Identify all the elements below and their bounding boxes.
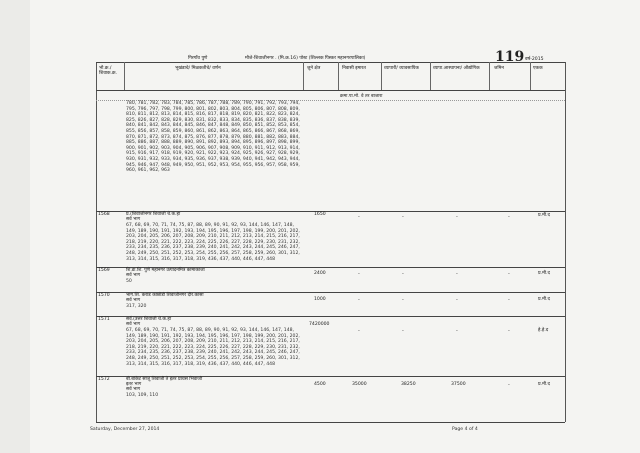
- row-value: -: [508, 214, 510, 220]
- row-value: -: [402, 328, 404, 334]
- row-code: 1568: [98, 212, 110, 217]
- table-bottom-border: [96, 422, 565, 423]
- row-numbers: 67, 68, 69, 70, 71, 74, 75, 87, 88, 89, 90, 91, 92, 93, 144, 146, 147, 148, 149, 189, 190, 191, 192, 193, 194, 195, 196, 197, 198, 199, 200, 201, 202, 203, 204, 205, 206, 207, 208, 209, 210, 211, 212, 213, 214, 215, 216, 217, 218, 219, 220, 221, 222, 223, 224, 225, 226, 227, 228, 229, 230, 231, 232, 233, 234, 235, 236, 237, 238, 239, 240, 241, 242, 243, 244, 245, 246, 247, 248, 249, 250, 251, 252, 253, 254, 255, 256, 257, 258, 259, 260, 301, 312, 313, 314, 315, 316, 317, 318, 319, 436, 437, 440, 446, 447, 448: [126, 223, 300, 262]
- col-divider: [530, 62, 531, 90]
- year-label: वर्ष-2015: [525, 57, 544, 62]
- row-unit: हे.हे.द: [538, 328, 549, 333]
- row-code: 1570: [98, 293, 110, 298]
- row-subtitle: सर्व भाग: [126, 273, 141, 278]
- col-divider: [124, 62, 125, 90]
- col-header-code: भौ.क्र./ शिवाक.क्र.: [99, 66, 118, 77]
- row-value: -: [456, 271, 458, 277]
- document-title: मौजे-शिवाजीनगर . (मि.क्र.16) पोस्ट (शिल्लक पिस्कर महानगरपालिका): [245, 56, 366, 61]
- row-value: -: [402, 214, 404, 220]
- footer-date: Saturday, December 27, 2014: [90, 427, 160, 432]
- table-top-border: [96, 62, 565, 63]
- col-divider: [338, 62, 339, 90]
- row-value: -: [508, 328, 510, 334]
- col-header-residential: निवासी इमारत: [342, 66, 366, 71]
- row-numbers: 67, 68, 69, 70, 71, 74, 75, 87, 88, 89, 90, 91, 92, 93, 144, 146, 147, 148, 149, 189, 190, 191, 192, 193, 194, 195, 196, 197, 198, 199, 200, 201, 202, 203, 204, 205, 206, 207, 208, 209, 210, 211, 212, 213, 214, 215, 216, 217, 218, 219, 220, 221, 222, 223, 224, 225, 226, 227, 228, 229, 230, 231, 232, 233, 234, 235, 236, 237, 238, 239, 240, 241, 242, 243, 244, 245, 246, 247, 248, 249, 250, 251, 252, 253, 254, 255, 256, 257, 258, 259, 260, 301, 312, 313, 314, 315, 316, 317, 318, 319, 436, 437, 440, 446, 447, 448: [126, 328, 300, 367]
- col-divider: [489, 62, 490, 90]
- row-unit: प्र.मी.द: [538, 271, 550, 276]
- row-value: 37500: [451, 382, 466, 387]
- header-bottom-border: [96, 90, 565, 91]
- row-value: -: [456, 297, 458, 303]
- row-value: 35000: [352, 382, 367, 387]
- col-header-description: भूखंडाचे/ मिळकतीचे/ वर्णन: [175, 66, 221, 71]
- row-code: 1571: [98, 317, 110, 322]
- row-numbers: 50: [126, 279, 132, 284]
- row-value: -: [358, 214, 360, 220]
- row-unit: प्र.मी.द: [538, 382, 550, 387]
- row-unit: प्र.मी.द: [538, 213, 550, 218]
- row-title: शि.डा.शि. पुणे महानगर उत्पादनमित्र कामाकाजा: [126, 268, 205, 273]
- row-title: प्र.(शिवाजीनगर शिवाजी चे.क.हा: [126, 212, 181, 217]
- row-value: -: [456, 328, 458, 334]
- row-code: 1572: [98, 377, 110, 382]
- col-divider: [430, 62, 431, 90]
- zone-label: क्रमा.पा.मो. वे तर बाजारा: [340, 94, 383, 99]
- handwritten-page-number: 119: [495, 49, 525, 65]
- survey-number-list: 780, 781, 782, 783, 784, 785, 786, 787, 788, 789, 790, 791, 792, 793, 794, 795, 796, 797, 798, 799, 800, 801, 802, 803, 804, 805, 806, 807, 808, 809, 810, 811, 812, 813, 814, 815, 816, 817, 818, 819, 820, 821, 822, 823, 824, 825, 826, 827, 828, 829, 830, 831, 832, 833, 834, 835, 836, 837, 838, 839, 840, 841, 842, 843, 844, 845, 846, 847, 848, 849, 850, 851, 852, 853, 854, 855, 856, 857, 858, 859, 860, 861, 862, 863, 864, 865, 866, 867, 868, 869, 870, 871, 872, 873, 874, 875, 876, 877, 878, 879, 880, 881, 882, 883, 884, 885, 886, 887, 888, 889, 890, 891, 892, 893, 894, 895, 896, 897, 898, 899, 900, 901, 902, 903, 904, 905, 906, 907, 908, 909, 910, 911, 912, 913, 914, 915, 916, 917, 918, 919, 920, 921, 922, 923, 924, 925, 926, 927, 928, 929, 930, 931, 932, 933, 934, 935, 936, 937, 938, 939, 940, 941, 942, 943, 944, 945, 946, 947, 948, 949, 950, 951, 952, 953, 954, 955, 956, 957, 958, 959, 960, 961, 962, 963: [126, 101, 300, 174]
- row-subtitle: सर्व भाग: [126, 217, 141, 222]
- row-value: 38250: [401, 382, 416, 387]
- row-numbers: 103, 109, 110: [126, 393, 159, 398]
- row-value: -: [508, 297, 510, 303]
- col-divider: [381, 62, 382, 90]
- scanner-margin: [0, 0, 30, 453]
- row-value: -: [508, 271, 510, 277]
- col-header-land: जमिन: [494, 66, 504, 71]
- row-value: -: [456, 214, 458, 220]
- row-value: -: [358, 271, 360, 277]
- row-old-area: 7420000: [309, 322, 330, 327]
- row-old-area: 1000: [314, 297, 326, 302]
- row-unit: प्र.मी.द: [538, 297, 550, 302]
- col-header-unit: एकक: [533, 66, 543, 71]
- row-value: -: [402, 297, 404, 303]
- row-title: सर्व.(उत्तर शिवाजी चे.क.हा: [126, 317, 172, 322]
- col-header-old-area: जुने क्षेत्र: [307, 66, 321, 71]
- row-subtitle: सर्व भाग: [126, 298, 141, 303]
- row-subtitle: इतर भाग: [126, 382, 142, 387]
- col-divider: [303, 62, 304, 90]
- row-title: बी.बांकेट साजू शिवाजी ते इतर प्राथस भिवाजी: [126, 377, 203, 382]
- col-header-commercial: व्यापारी/ व्यावसायिक: [384, 66, 419, 71]
- top-right-mark: [500, 8, 635, 16]
- row-value: -: [358, 297, 360, 303]
- row-value: -: [508, 382, 510, 388]
- row-subtitle: सर्व भाग: [126, 322, 141, 327]
- row-old-area: 2400: [314, 271, 326, 276]
- row-old-area: 1650: [314, 212, 326, 217]
- row-value: -: [402, 271, 404, 277]
- row-value: -: [358, 328, 360, 334]
- row-title: भाग.शि. कराड काछोंडी शिवाजीनगर दौर.कासा: [126, 293, 204, 298]
- row-subtitle-2: सर्व भाग: [126, 387, 141, 392]
- row-old-area: 4500: [314, 382, 326, 387]
- footer-page-number: Page 4 of 4: [452, 427, 478, 432]
- row-numbers: 317, 320: [126, 304, 147, 309]
- col-header-industrial: व्यापा.आस्थापना/ औद्योगिक: [433, 66, 480, 71]
- row-code: 1569: [98, 268, 110, 273]
- village-label: गिरगाँव पुणे: [188, 56, 208, 61]
